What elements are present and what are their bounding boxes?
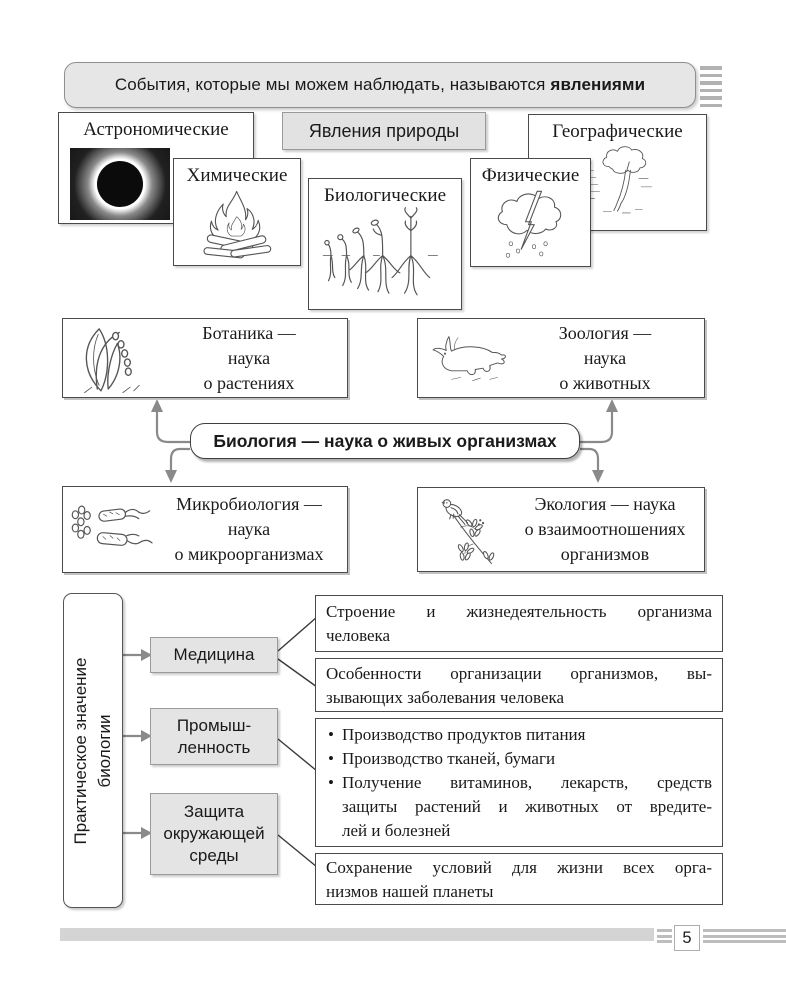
area-label-line: ленность — [177, 737, 251, 757]
area-box-environment — [150, 793, 278, 875]
botany-line: Ботаника — — [202, 322, 296, 343]
category-label-biological: Биологические — [324, 185, 446, 206]
definition-banner — [64, 62, 696, 108]
nature-phenomena-label — [282, 112, 486, 150]
practical-title-line: биологии — [95, 713, 114, 788]
running-hare-image — [418, 329, 514, 387]
description-line: Сохранение условий для жизни всех орга- — [326, 858, 712, 877]
ecology-line: организмов — [560, 544, 650, 564]
description-line: Строение и жизнедеятельность организма — [326, 602, 712, 621]
hatch-decoration-top — [700, 66, 722, 111]
bullet-line: Производство продуктов питания — [342, 725, 586, 744]
bullet-line: лей и болезней — [342, 821, 451, 840]
moon-disc — [97, 161, 143, 207]
practical-title-box — [63, 593, 123, 908]
biology-banner — [190, 423, 580, 459]
description-line: человека — [326, 626, 391, 645]
science-box-zoology — [417, 318, 705, 398]
bullet-marker: • — [328, 773, 334, 792]
seedlings-image — [309, 207, 461, 305]
practical-title — [69, 593, 117, 908]
science-box-ecology — [417, 487, 705, 572]
bullet-item — [326, 747, 712, 771]
zoology-line: наука — [583, 347, 627, 368]
microbiology-line: о микроорганизмах — [174, 544, 324, 564]
bullet-line: Производство тканей, бумаги — [342, 749, 556, 768]
zoology-line: Зоология — — [558, 322, 652, 343]
bullet-marker: • — [328, 749, 334, 768]
category-label-geographical: Географические — [552, 121, 683, 142]
category-box-chemical — [173, 158, 301, 266]
area-label-line: Защита — [183, 802, 245, 821]
lily-of-the-valley-image — [63, 321, 159, 395]
description-box-2 — [315, 658, 723, 712]
description-box-1 — [315, 595, 723, 652]
area-label-line: окружающей — [163, 824, 265, 843]
practical-title-line: Практическое значение — [71, 656, 90, 845]
nature-phenomena-text: Явления природы — [308, 120, 460, 141]
storm-cloud-image — [471, 187, 590, 263]
science-box-microbiology — [62, 486, 348, 573]
bacteria-image — [63, 499, 159, 561]
footer-hatch-right — [703, 929, 786, 946]
microbiology-line: наука — [227, 519, 271, 539]
bullet-item — [326, 771, 712, 843]
area-label-line: Промыш- — [176, 715, 252, 735]
area-box-industry — [150, 708, 278, 765]
botany-line: наука — [227, 347, 271, 368]
solar-eclipse-image — [70, 148, 170, 220]
zoology-text — [514, 321, 704, 396]
bullet-line: защиты растений и животных от вредите- — [342, 797, 712, 816]
category-label-astronomical: Астрономические — [83, 119, 229, 140]
footer-hatch-left — [657, 929, 672, 946]
description-line: зывающих заболевания человека — [326, 688, 565, 707]
definition-text: События, которые мы можем наблюдать, называются — [114, 75, 546, 94]
page-number: 5 — [682, 928, 692, 947]
category-label-physical: Физические — [481, 165, 580, 186]
bird-on-branch-image — [418, 491, 514, 569]
category-label-chemical: Химические — [186, 165, 288, 186]
definition-keyword: явлениями — [550, 75, 646, 94]
science-box-botany — [62, 318, 348, 398]
bullet-marker: • — [328, 725, 334, 744]
page-number-box — [674, 925, 700, 951]
ecology-text — [514, 492, 704, 567]
botany-line: о растениях — [203, 372, 295, 393]
category-box-biological — [308, 178, 462, 310]
biology-banner-text: Биология — наука о живых организмах — [213, 430, 557, 451]
zoology-line: о животных — [559, 372, 651, 393]
category-box-physical — [470, 158, 591, 267]
ecology-line: о взаимоотношениях — [524, 519, 686, 539]
botany-text — [159, 321, 347, 396]
area-label-line: среды — [189, 846, 239, 865]
description-box-3 — [315, 718, 723, 847]
area-box-medicine — [150, 637, 278, 673]
bullet-line: Получение витаминов, лекарств, средств — [342, 773, 712, 792]
bullet-item — [326, 723, 712, 747]
ecology-line: Экология — наука — [534, 494, 676, 514]
footer-bar — [60, 928, 654, 941]
microbiology-line: Микробиология — — [176, 494, 322, 514]
campfire-image — [174, 187, 300, 265]
area-label-line: Медицина — [173, 645, 255, 664]
microbiology-text — [159, 492, 347, 567]
description-line: низмов нашей планеты — [326, 882, 494, 901]
description-box-4 — [315, 853, 723, 905]
description-line: Особенности организации организмов, вы- — [326, 664, 712, 683]
